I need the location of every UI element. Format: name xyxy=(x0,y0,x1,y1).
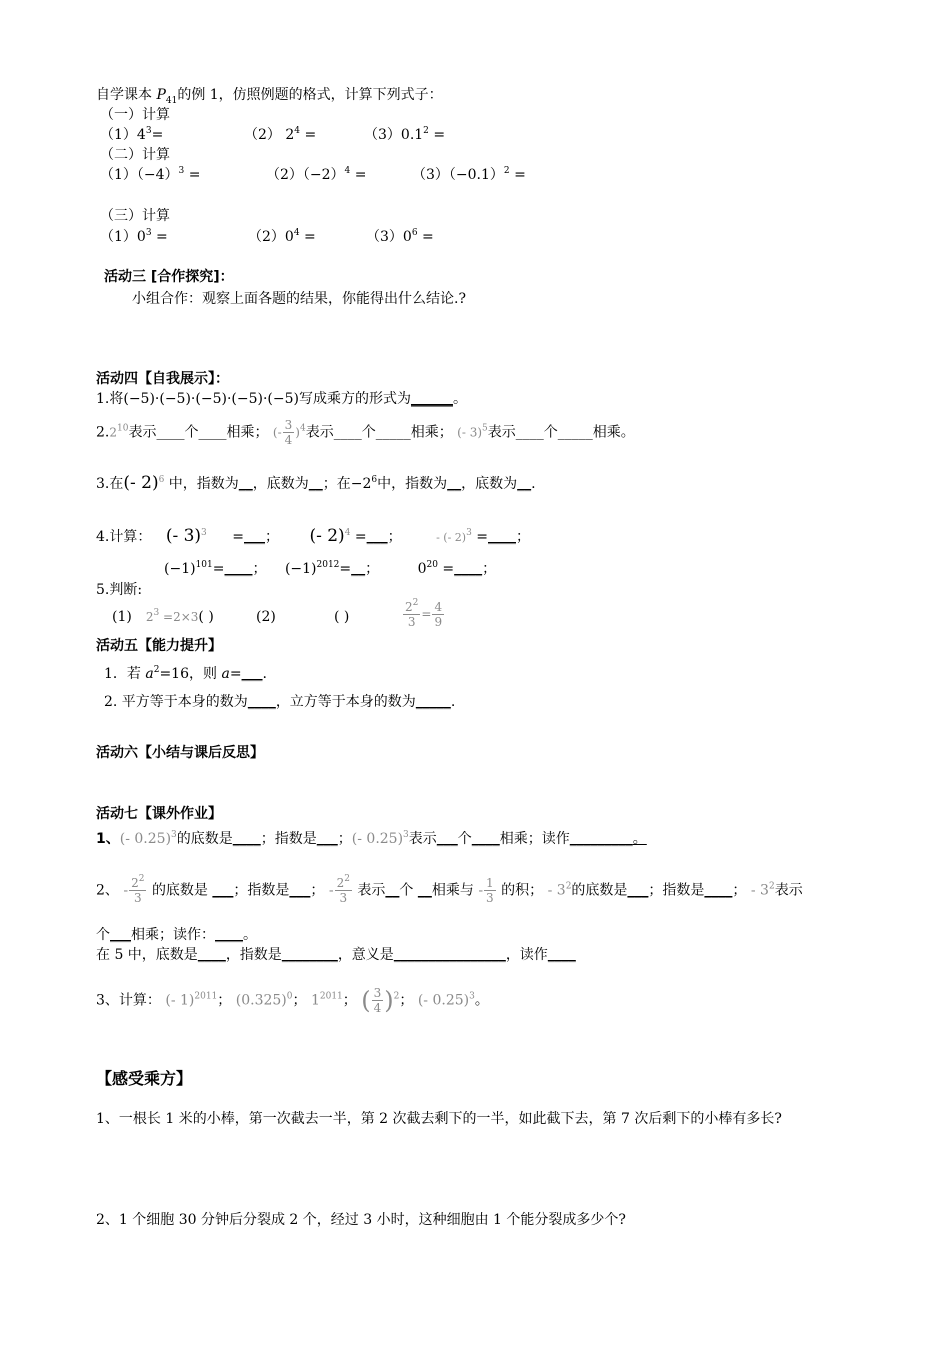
intro-text-2: 的例 1，仿照例题的格式，计算下列式子： xyxy=(177,87,443,103)
fraction: $\frac{3}{4}$ xyxy=(284,418,293,447)
act4-q5-label: 5.判断: xyxy=(96,582,143,598)
act4-q5-item-1: (1) $2^3 =2\times 3$( ) xyxy=(112,608,214,625)
act4-q4-row2: $(-1)^{101}=\_\_\_\_$； $(-1)^{2012}=\_\_$； $0^{20}$ =____； xyxy=(164,560,497,577)
act3-text: 小组合作：观察上面各题的结果，你能得出什么结论.? xyxy=(132,291,466,307)
act7-q2-cont: 个___相乘；读作：____。 xyxy=(96,927,257,943)
sec2-item-2: $(2)(-2)^4$ = xyxy=(266,166,367,183)
intro-page-letter: P xyxy=(156,87,166,103)
feel-q1: 1、一根长 1 米的小棒，第一次截去一半，第 2 次截去剩下的一半，如此截下去，第 7 次后剩下的小棒有多长? xyxy=(96,1111,782,1127)
act7-q2: 2、 - $\frac{2^2}{3}$ 的底数是 ___；指数是___； - $\frac{2^2}{3}$ 表示__个 __相乘与 - $\frac{1}{3}$ 的积； - $3^2$的底数是___；指数是____； - $3^2$表示 xyxy=(96,874,803,905)
act4-q3: 3.在(- 2)$^6$ 中，指数为__，底数为__；在$-2^6$中，指数为__，底数为__. xyxy=(96,473,536,493)
sec1-title: （一）计算 xyxy=(100,107,170,123)
sec3-item-2: $(2)0^4$ = xyxy=(248,228,316,245)
act4-title: 活动四【自我展示】： xyxy=(96,371,229,387)
sec1-item-2: （2） $2^4$ = xyxy=(244,126,317,143)
blank[interactable]: ______ xyxy=(410,391,453,407)
sec1-item-1: $(1)4^3=$ xyxy=(100,126,164,143)
sec3-item-1: $(1)0^3$ = xyxy=(100,228,168,245)
act4-q2: $2.2^{10}$表示____个____相乘； (- $\frac{3}{4}$ )$^4$表示____个_____相乘； (- 3)$^5$表示____个_____相乘。 xyxy=(96,418,635,447)
sec2-item-3: $(3)(-0.1)^2$ = xyxy=(412,166,526,183)
act4-q1: 1.将(−5)·(−5)·(−5)·(−5)·(−5)写成乘方的形式为______。 xyxy=(96,391,467,407)
act5-q1: 1．若 $a^2=16$，则 a=___. xyxy=(104,665,267,682)
feel-title: 【感受乘方】 xyxy=(96,1069,193,1088)
act4-q5-fraction: $\frac{2^2}{3}$ = $\frac{4}{9}$ xyxy=(405,598,443,629)
sec1-item-3: $(3)0.1^2$ = xyxy=(364,126,446,143)
act7-q3: 3、计算： (- 1)$^{2011}$； $(0.325)^0$； $1^{2011}$； ( $\frac{3}{4}$ )$^2$； (- 0.25)$^3$。 xyxy=(96,986,489,1015)
act7-title: 活动七【课外作业】 xyxy=(96,806,222,822)
intro-text: 自学课本 xyxy=(96,87,157,103)
act5-q2: 2. 平方等于本身的数为____，立方等于本身的数为_____. xyxy=(104,694,456,710)
act7-q2-cont-2: 在 5 中，底数是____，指数是________，意义是________________，读作____ xyxy=(96,947,576,963)
intro-page-number: 41 xyxy=(165,95,178,106)
feel-q2: 2、1 个细胞 30 分钟后分裂成 2 个，经过 3 小时，这种细胞由 1 个能分裂成多少个? xyxy=(96,1212,626,1228)
act7-q1: 1、(- 0.25)$^3$的底数是____；指数是___；(- 0.25)$^3$表示___个____相乘；读作_________。 xyxy=(96,830,647,847)
act4-q5-item-2-paren: ( ) xyxy=(334,609,350,625)
act4-q4-row1: 4.计算： (- 3)$^3$ =___； (- 2)$^4$ =___； - (- 2)$^3$ =____； xyxy=(96,526,530,546)
act5-title: 活动五【能力提升】 xyxy=(96,638,222,654)
sec3-item-3: $(3)0^6$ = xyxy=(366,228,434,245)
act4-q5-item-2: (2) xyxy=(256,609,276,625)
sec3-title: （三）计算 xyxy=(100,208,170,224)
sec2-item-1: $(1)(-4)^3$ = xyxy=(100,166,201,183)
act3-title: 活动三 [合作探究]： xyxy=(104,269,234,285)
act6-title: 活动六【小结与课后反思】 xyxy=(96,745,264,761)
sec2-title: （二）计算 xyxy=(100,147,170,163)
